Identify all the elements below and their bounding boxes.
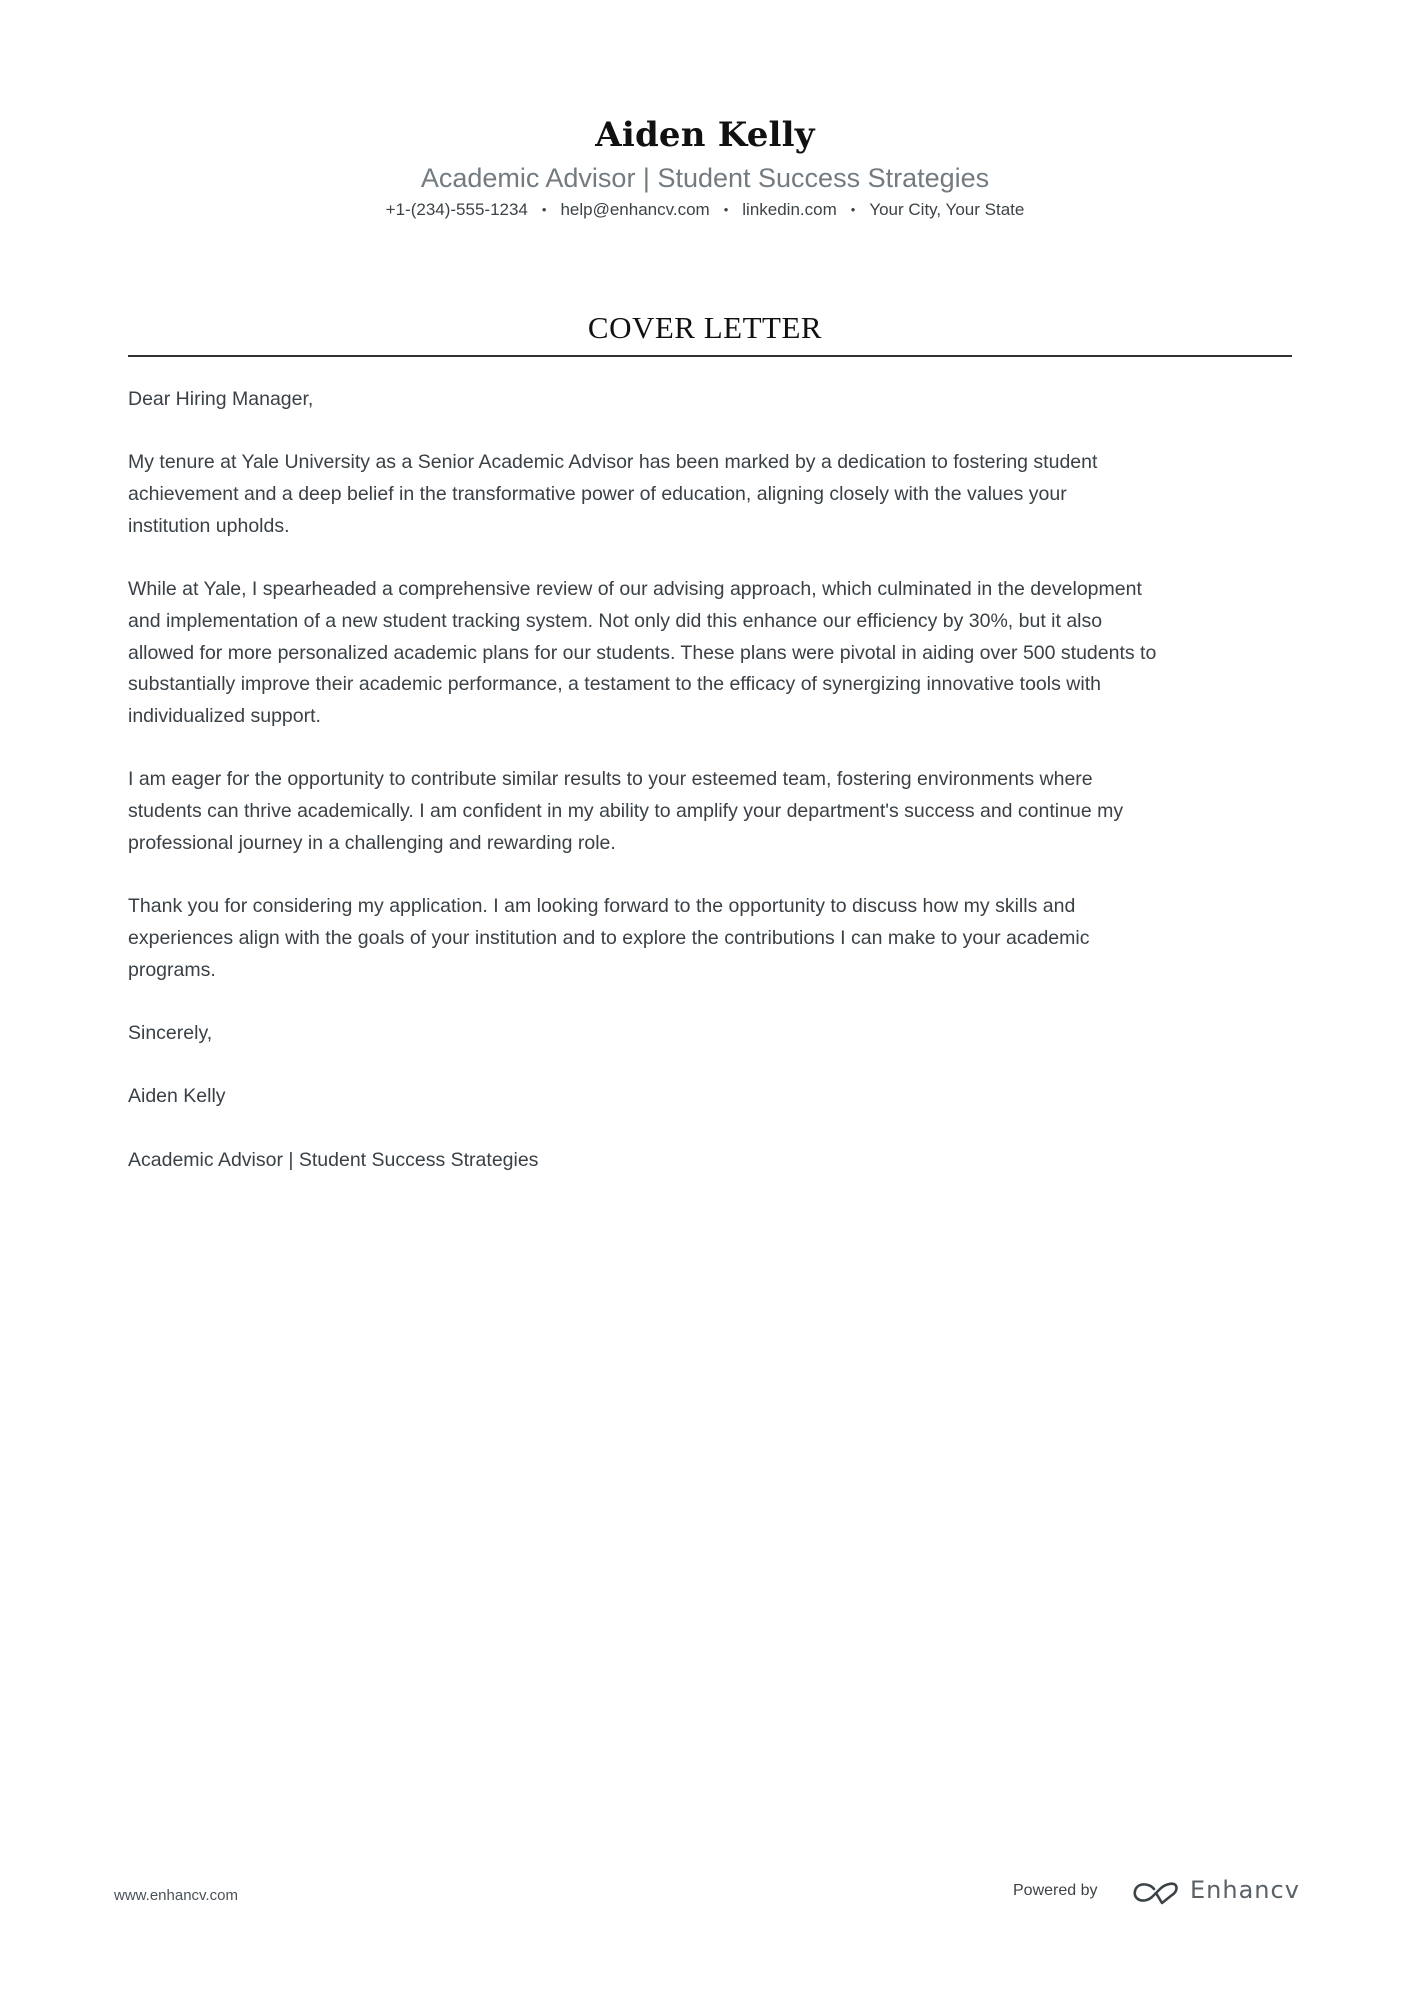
- signature-title: [128, 1145, 1292, 1177]
- bullet-separator-icon: •: [723, 202, 729, 217]
- powered-by-label: Powered by: [1013, 1882, 1098, 1899]
- paragraph-line: and implementation of a new student tracking system. Not only did this enhance our efficiency by 30%, but it also: [128, 609, 1103, 632]
- paragraph-line: professional journey in a challenging and rewarding role.: [128, 831, 616, 854]
- bullet-separator-icon: •: [541, 202, 547, 217]
- paragraph-line: allowed for more personalized academic plans for our students. These plans were pivotal in aiding over 500 students to: [128, 641, 1157, 664]
- letter-body: [128, 384, 1292, 1208]
- candidate-name: Aiden Kelly: [595, 115, 815, 155]
- paragraph-line: My tenure at Yale University as a Senior Academic Advisor has been marked by a dedication to fostering student: [128, 451, 1098, 474]
- paragraph-line: Thank you for considering my application. I am looking forward to the opportunity to discuss how my skills and: [128, 895, 1076, 918]
- paragraph-1: [128, 447, 1292, 542]
- section-title: COVER LETTER: [587, 310, 823, 345]
- paragraph-line: I am eager for the opportunity to contribute similar results to your esteemed team, fostering environments where: [128, 768, 1093, 791]
- paragraph-line: institution upholds.: [128, 514, 290, 537]
- contact-phone: +1-(234)-555-1234: [385, 200, 528, 219]
- paragraph-line: students can thrive academically. I am confident in my ability to amplify your department's success and continue my: [128, 800, 1124, 823]
- signature-title-text: Academic Advisor | Student Success Strategies: [128, 1148, 539, 1171]
- section-divider: [128, 355, 1292, 357]
- contact-line: [0, 197, 1410, 224]
- paragraph-line: individualized support.: [128, 705, 321, 727]
- paragraph-line: While at Yale, I spearheaded a comprehensive review of our advising approach, which culminated in the development: [128, 578, 1142, 601]
- paragraph-3: [128, 764, 1292, 859]
- closing: [128, 1018, 1292, 1050]
- enhancv-logo-icon: [1132, 1880, 1180, 1906]
- paragraph-line: programs.: [128, 958, 216, 981]
- contact-linkedin: linkedin.com: [742, 200, 837, 219]
- candidate-title: Academic Advisor | Student Success Strategies: [420, 163, 990, 193]
- paragraph-line: substantially improve their academic performance, a testament to the efficacy of synergizing innovative tools with: [128, 673, 1101, 696]
- salutation: [128, 384, 1292, 416]
- signature-name: [128, 1081, 1292, 1113]
- paragraph-line: experiences align with the goals of your institution and to explore the contributions I can make to your academic: [128, 926, 1090, 949]
- closing-text: Sincerely,: [128, 1021, 213, 1044]
- footer-website-link[interactable]: www.enhancv.com: [114, 1887, 238, 1904]
- paragraph-line: achievement and a deep belief in the transformative power of education, aligning closely with the values your: [128, 483, 1067, 506]
- bullet-separator-icon: •: [850, 202, 856, 217]
- paragraph-4: [128, 891, 1292, 986]
- signature-name-text: Aiden Kelly: [128, 1085, 226, 1108]
- salutation-text: Dear Hiring Manager,: [128, 388, 314, 410]
- contact-email: help@enhancv.com: [560, 200, 710, 219]
- contact-location: Your City, Your State: [869, 200, 1025, 219]
- enhancv-brand-wordmark[interactable]: Enhancv: [1190, 1876, 1300, 1904]
- paragraph-2: [128, 574, 1292, 733]
